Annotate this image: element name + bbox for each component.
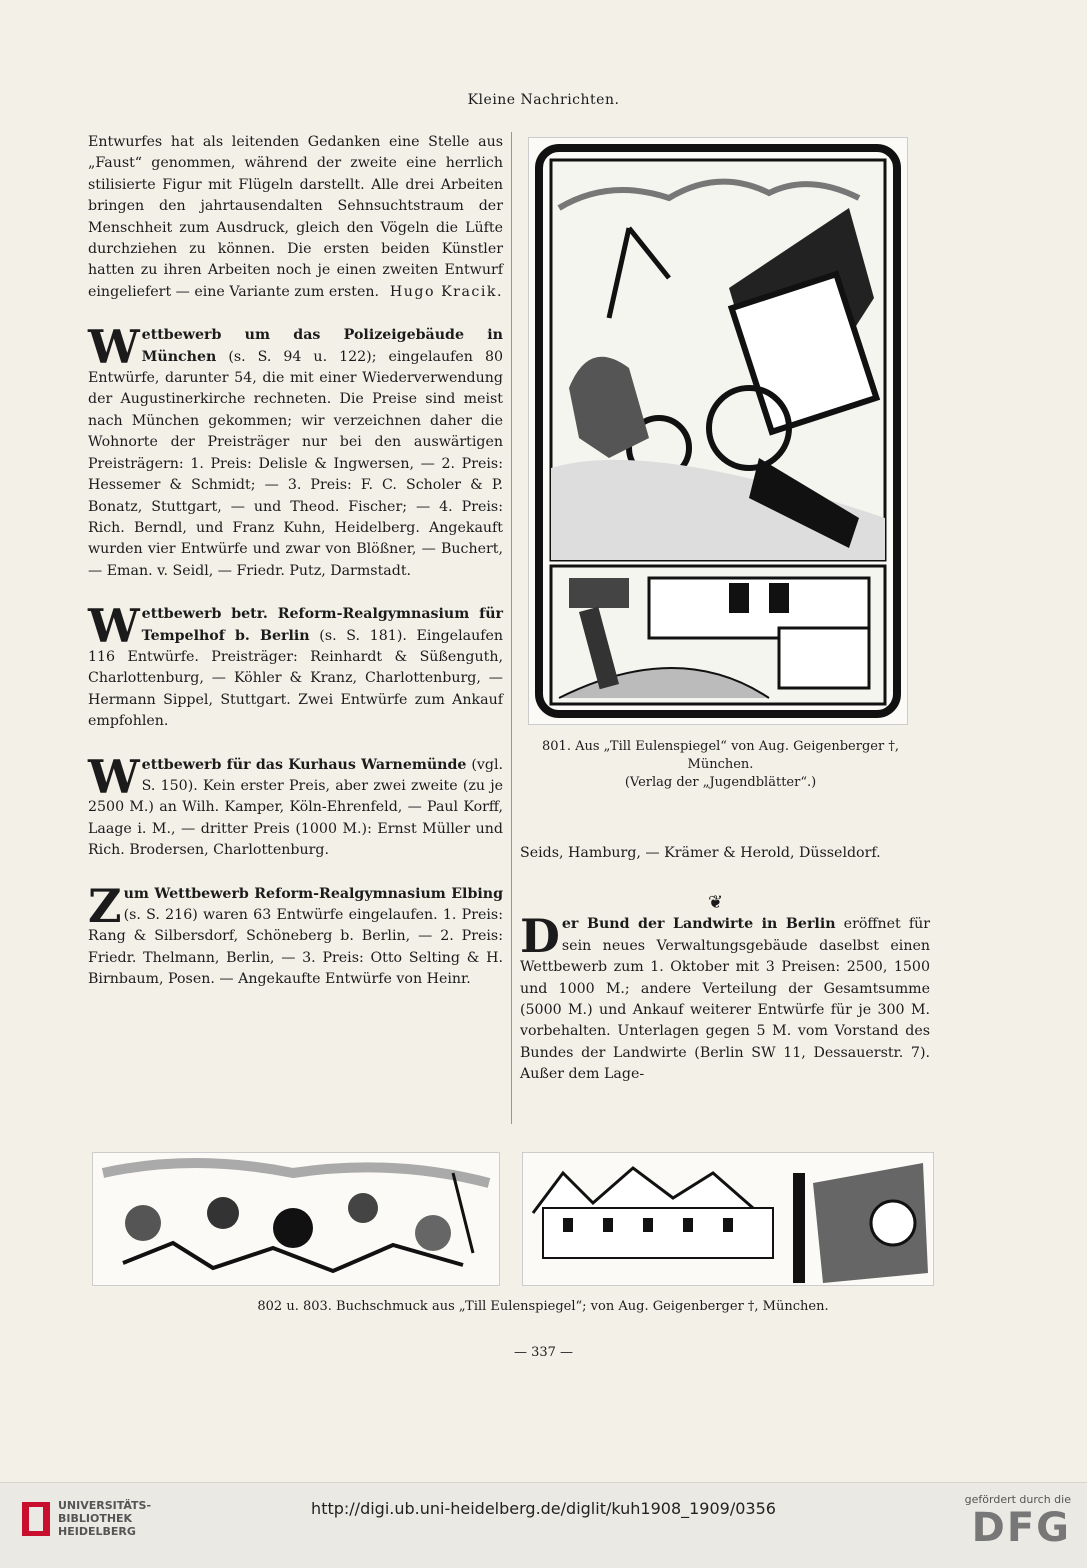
paragraph-heading: ettbewerb für das Kurhaus Warnemünde (141, 756, 467, 773)
illustration-802 (92, 1152, 500, 1286)
paragraph-text: (s. S. 94 u. 122); eingelaufen 80 Entwürfe, darunter 54, die mit einer Wiederverwendung der Augustinerkirche rechneten. Die Preise sind meist nach München gekommen; wir verzeichnen daher die Wohnorte der Preisträger nur bei den auswärtigen Preisträgern: 1. Preis: Delisle & Ingwersen, — 2. Preis: Hessemer & Schmidt; — 3. Preis: F. C. Scholer & P. Bonatz, Stuttgart, — und Theod. Fischer; — 4. Preis: Rich. Berndl, und Franz Kuhn, Heidelberg. Angekauft wurden vier Entwürfe und zwar von Blößner, — Buchert, — Eman. v. Seidl, — Friedr. Putz, Darmstadt. (88, 348, 503, 579)
viewer-footer (0, 1482, 1087, 1568)
paragraph-text: Seids, Hamburg, — Krämer & Herold, Düsseldorf. (520, 845, 881, 861)
running-title: Kleine Nachrichten. (467, 92, 620, 108)
paragraph-polizeigebaeude (88, 320, 503, 582)
paragraph-text: eröffnet für sein neues Verwaltungsgebäude daselbst einen Wettbewerb zum 1. Oktober mit 3 Preisen: 2500, 1500 und 1000 M.; andere Verteilung der Gesamtsumme (5000 M.) und Ankauf weiterer Entwürfe für je 300 M. vorbehalten. Unterlagen gegen 5 M. vom Vorstand des Bundes der Landwirte (Berlin SW 11, Dessauerstr. 7). Außer dem Lage- (520, 916, 931, 1083)
page-number: — 337 — (513, 1345, 574, 1360)
funding-note (965, 1493, 1071, 1550)
paragraph-text: (vgl. S. 150). Kein erster Preis, aber zwei zweite (zu je 2500 M.) an Wilh. Kamper, Köln-Ehrenfeld, — Paul Korff, Laage i. M., — dritter Preis (1000 M.): Ernst Müller und Rich. Brodersen, Charlottenburg. (88, 756, 503, 859)
library-name-line-3: HEIDELBERG (58, 1525, 136, 1538)
author-signature: Hugo Kracik. (389, 283, 503, 300)
funding-label: gefördert durch die (964, 1493, 1071, 1506)
drop-cap: W (88, 749, 140, 804)
paragraph-heading: ettbewerb betr. Reform-Realgymnasium für Tempelhof b. Berlin (141, 606, 503, 644)
paragraph-warnemuende (88, 749, 503, 862)
left-column (88, 132, 503, 1013)
paragraph-heading: er Bund der Landwirte in Berlin (561, 916, 836, 933)
illustration-803-drawing (523, 1153, 933, 1285)
paragraph-faust (88, 132, 503, 303)
dfg-logo[interactable]: DFG (971, 1505, 1071, 1551)
illustration-802-drawing (93, 1153, 499, 1285)
caption-802-803: 802 u. 803. Buchschmuck aus „Till Eulenspiegel“; von Aug. Geigenberger †, München. (257, 1299, 829, 1314)
permalink-url[interactable]: http://digi.ub.uni-heidelberg.de/diglit/kuh1908_1909/0356 (311, 1499, 776, 1518)
paragraph-bund-der-landwirte (520, 909, 931, 1085)
drop-cap: W (88, 599, 140, 654)
paragraph-heading: um Wettbewerb Reform-Realgymnasium Elbing (123, 885, 503, 902)
paragraph-text: (s. S. 216) waren 63 Entwürfe eingelaufen. 1. Preis: Rang & Silbersdorf, Schöneberg b. Berlin, — 2. Preis: Friedr. Thelmann, Berlin, — 3. Preis: Otto Selting & H. Birnbaum, Posen. — Angekaufte Entwürfe von Heinr. (88, 907, 503, 988)
drop-cap: Z (88, 878, 122, 933)
paragraph-text: Entwurfes hat als leitenden Gedanken eine Stelle aus „Faust“ genommen, während der zweite eine herrlich stilisierte Figur mit Flügeln darstellt. Alle drei Arbeiten bringen den jahrtausendalten Sehnsuchtstraum der Menschheit zum Ausdruck, gleich den Vögeln die Lüfte durchziehen zu können. Die ersten beiden Künstler hatten zu ihren Arbeiten noch je einen zweiten Entwurf eingeliefert — eine Variante zum ersten. (88, 134, 503, 300)
caption-801-line-1: 801. Aus „Till Eulenspiegel“ von Aug. Geigenberger †, München. (542, 739, 899, 772)
library-name-line-1: UNIVERSITÄTS- (58, 1499, 152, 1512)
drop-cap: W (88, 320, 140, 375)
illustration-801-drawing (529, 138, 907, 724)
library-name-line-2: BIBLIOTHEK (58, 1512, 133, 1525)
column-divider (511, 132, 512, 1124)
illustration-803 (522, 1152, 934, 1286)
caption-801-line-2: (Verlag der „Jugendblätter“.) (624, 775, 817, 790)
paragraph-text: (s. S. 181). Eingelaufen 116 Entwürfe. Preisträger: Reinhardt & Süßenguth, Charlottenburg, — Köhler & Kranz, Charlottenburg, — Hermann Sippel, Stuttgart. Zwei Entwürfe zum Ankauf empfohlen. (88, 627, 503, 730)
fleuron-icon: ❦ (708, 892, 724, 913)
right-column (520, 843, 930, 1108)
paragraph-hamburg (520, 843, 930, 864)
drop-cap: D (520, 909, 560, 964)
paragraph-elbing (88, 878, 503, 991)
illustration-801 (528, 137, 908, 725)
paragraph-heading: ettbewerb um das Polizeigebäude in München (141, 327, 503, 365)
caption-801 (528, 738, 913, 792)
paragraph-tempelhof (88, 599, 503, 732)
